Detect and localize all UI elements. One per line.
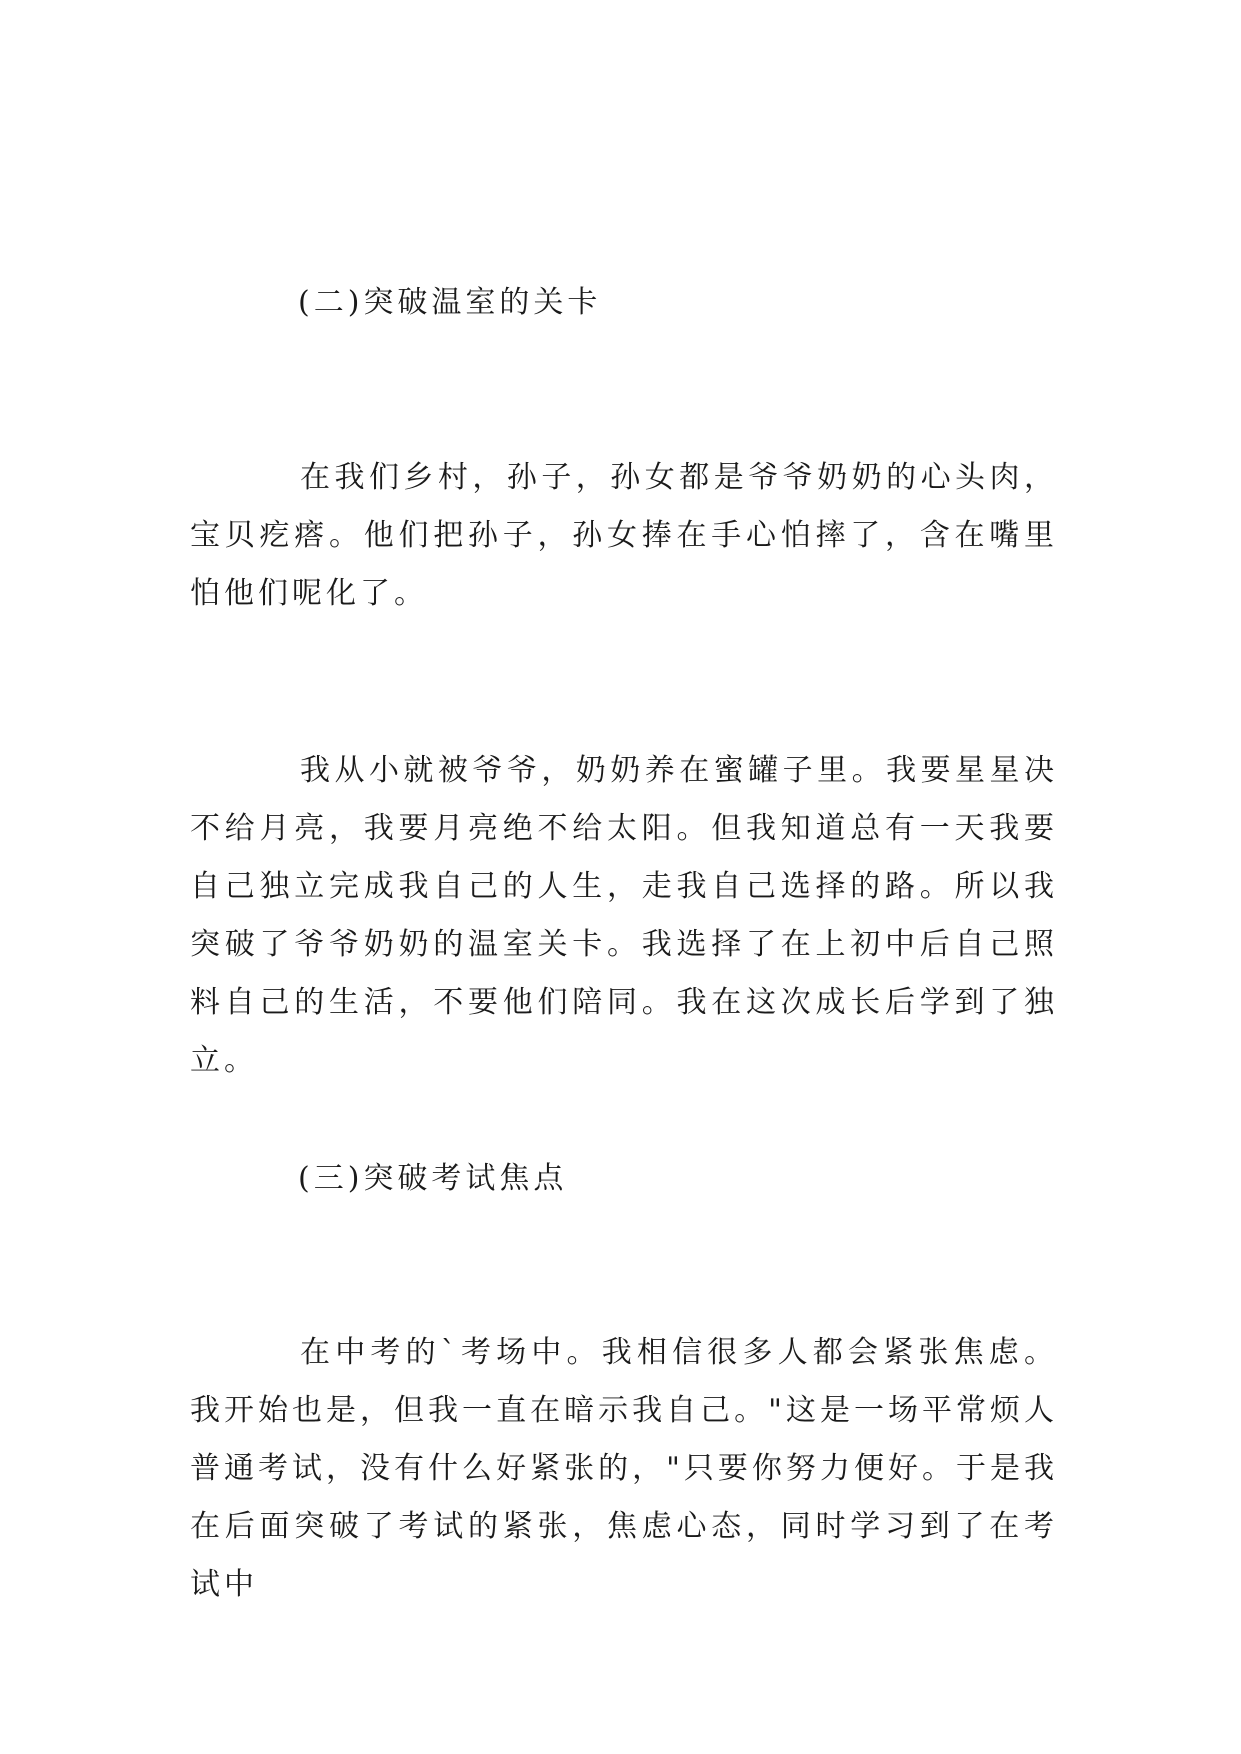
paragraph-independence: 我从小就被爷爷，奶奶养在蜜罐子里。我要星星决不给月亮，我要月亮绝不给太阳。但我知道总有一天我要自己独立完成我自己的人生，走我自己选择的路。所以我突破了爷爷奶奶的温室关卡。我选择了在上初中后自己照料自己的生活，不要他们陪同。我在这次成长后学到了独立。 (190, 753, 1058, 1078)
paragraph-grandparents: 在我们乡村，孙子，孙女都是爷爷奶奶的心头肉，宝贝疙瘩。他们把孙子，孙女捧在手心怕摔了，含在嘴里怕他们呢化了。 (190, 460, 1058, 611)
paragraph-exam: 在中考的`考场中。我相信很多人都会紧张焦虑。我开始也是，但我一直在暗示我自己。"这是一场平常烦人普通考试，没有什么好紧张的，"只要你努力便好。于是我在后面突破了考试的紧张，焦虑心态，同时学习到了在考试中 (190, 1335, 1058, 1602)
section-heading-2: (二)突破温室的关卡 (298, 285, 602, 320)
section-heading-3: (三)突破考试焦点 (298, 1161, 568, 1196)
